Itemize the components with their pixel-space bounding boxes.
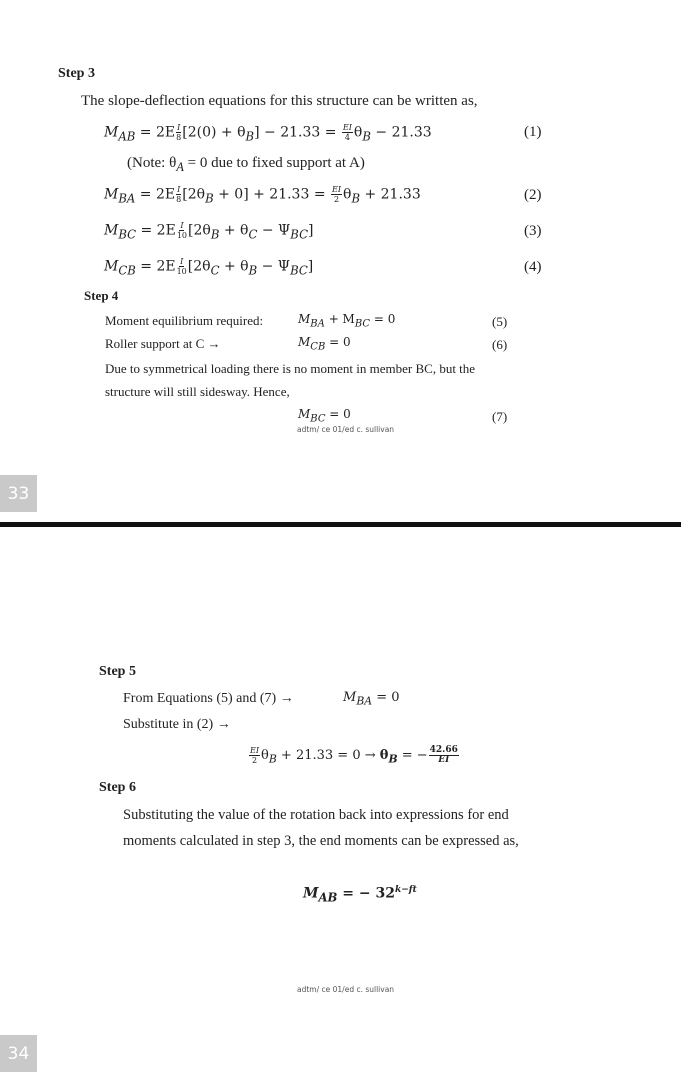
equation-4-number: (4) — [524, 259, 542, 275]
equation-5-number: (5) — [492, 314, 508, 329]
mba-equation: $M_{BA} = 0$ — [343, 690, 400, 708]
page-2-caption: adtm/ ce 01/ed c. sullivan — [297, 985, 395, 994]
page-1-caption: adtm/ ce 01/ed c. sullivan — [297, 425, 395, 434]
step4-heading: Step 4 — [84, 288, 119, 303]
note-text: (Note: $\theta_A = 0$ due to fixed support at A) — [127, 155, 365, 174]
page-number-badge-2: 34 — [0, 1035, 37, 1072]
equation-5: $M_{BA} + M_{BC} = 0$ — [298, 312, 396, 330]
equation-6-number: (6) — [492, 337, 508, 352]
step3-heading: Step 3 — [58, 66, 95, 81]
theta-b-solution: $\frac{EI}{2}$ $\theta_B + 21.33 = 0 \to \theta_B$ = − $\frac{42.66}{EI}$ — [250, 745, 458, 766]
page-number-badge: 33 — [0, 475, 37, 512]
substitute-text: Substitute in (2) → — [123, 717, 231, 732]
step6-heading: Step 6 — [99, 780, 136, 795]
equation-1: $M_{AB} = 2E$ $\frac{I}{8}$ $[2(0) + \theta_B] - 21.33$ = $\frac{EI}{4}$ $\theta_B - 21.33$ — [104, 123, 432, 144]
paragraph-line-2: structure will still sidesway. Hence, — [105, 384, 290, 399]
step3-intro: The slope-deflection equations for this structure can be written as, — [81, 93, 478, 109]
equation-7: $M_{BC} = 0$ — [298, 407, 351, 425]
equation-3-number: (3) — [524, 223, 542, 239]
equation-1-number: (1) — [524, 124, 542, 140]
equation-3: $M_{BC} = 2E$ $\frac{I}{10}$ $[2\theta_B + \theta_C - \Psi_{BC}]$ — [104, 221, 314, 242]
from-equations-text: From Equations (5) and (7) → — [123, 691, 294, 706]
page-divider — [0, 522, 681, 527]
equation-4: $M_{CB} = 2E$ $\frac{I}{10}$ $[2\theta_C + \theta_B - \Psi_{BC}]$ — [104, 257, 314, 278]
step5-heading: Step 5 — [99, 664, 136, 679]
equation-6: $M_{CB} = 0$ — [298, 335, 351, 353]
mab-result: $M_{AB}$ = − $32^{k-ft}$ — [303, 885, 417, 905]
equation-2-number: (2) — [524, 187, 542, 203]
step6-paragraph-line-2: moments calculated in step 3, the end moments can be expressed as, — [123, 833, 519, 849]
equation-2: $M_{BA} = 2E$ $\frac{I}{8}$ $[2\theta_B + 0] + 21.33$ = $\frac{EI}{2}$ $\theta_B + 21.33$ — [104, 185, 421, 206]
roller-support-label: Roller support at C → — [105, 336, 221, 351]
equation-7-number: (7) — [492, 409, 508, 424]
moment-equilibrium-label: Moment equilibrium required: — [105, 313, 264, 328]
paragraph-line-1: Due to symmetrical loading there is no moment in member BC, but the — [105, 361, 476, 376]
step6-paragraph-line-1: Substituting the value of the rotation back into expressions for end — [123, 807, 509, 823]
